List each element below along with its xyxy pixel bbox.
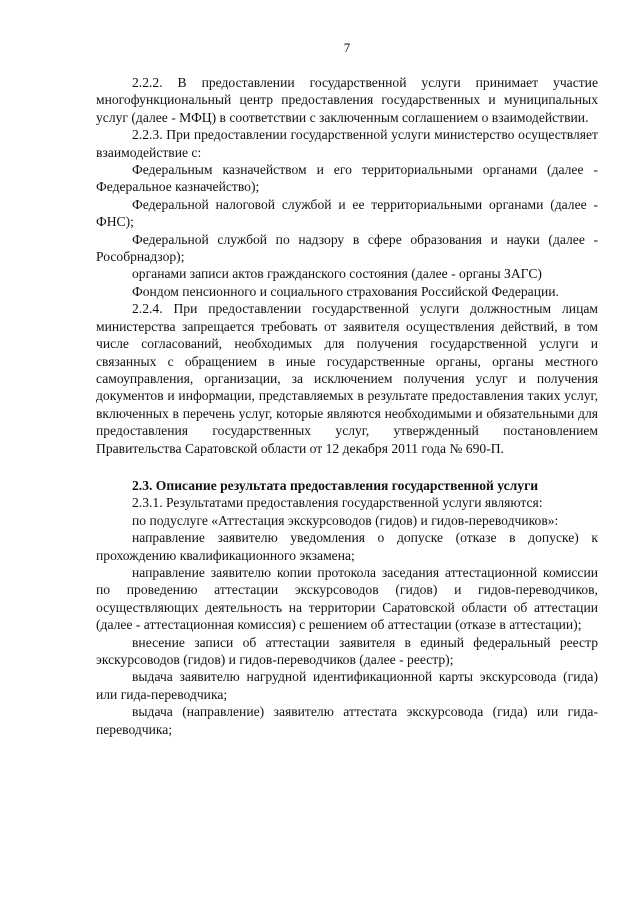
paragraph-registry-entry: внесение записи об аттестации заявителя в единый федеральный реестр экскурсоводов (гидов) и гидов-переводчиков (далее - реестр);: [96, 634, 598, 667]
paragraph-protocol-copy: направление заявителю копии протокола заседания аттестационной комиссии по проведению аттестации экскурсоводов (гидов) и гидов-переводчиков, осуществляющих деятельность на территории Саратовской области об аттестации (далее - аттестационная комиссия) с решением об аттестации (отказе в аттестации);: [96, 564, 598, 633]
paragraph-rosobrnadzor: Федеральной службой по надзору в сфере образования и науки (далее - Рособрнадзор);: [96, 231, 598, 265]
paragraph-admission-notice: направление заявителю уведомления о допуске (отказе в допуске) к прохождению квалификационного экзамена;: [96, 530, 598, 563]
paragraph-id-card: выдача заявителю нагрудной идентификационной карты экскурсовода (гида) или гида-переводчика;: [96, 669, 598, 702]
paragraph-treasury: Федеральным казначейством и его территориальными органами (далее - Федеральное казначейство);: [96, 162, 598, 195]
section-heading-2-3: 2.3. Описание результата предоставления государственной услуги: [132, 477, 539, 493]
paragraph-pension-fund: Фондом пенсионного и социального страхования Российской Федерации.: [132, 283, 559, 299]
paragraph-subservice: по подуслуге «Аттестация экскурсоводов (гидов) и гидов-переводчиков»:: [132, 512, 559, 528]
paragraph-2-2-3: 2.2.3. При предоставлении государственной услуги министерство осуществляет взаимодействие с:: [96, 127, 598, 160]
paragraph-certificate: выдача (направление) заявителю аттестата экскурсовода (гида) или гида-переводчика;: [96, 704, 598, 737]
paragraph-tax-service: Федеральной налоговой службой и ее территориальными органами (далее - ФНС);: [96, 196, 598, 230]
paragraph-zags: органами записи актов гражданского состояния (далее - органы ЗАГС): [132, 266, 542, 282]
paragraph-2-3-1: 2.3.1. Результатами предоставления государственной услуги являются:: [132, 495, 543, 511]
page-number: 7: [343, 40, 351, 55]
paragraph-2-2-4: 2.2.4. При предоставлении государственной услуги должностным лицам министерства запрещается требовать от заявителя осуществления действий, в том числе согласований, необходимых для получения государственной услуги и связанных с обращением в иные государственные органы, органы местного самоуправления, организации, за исключением получения услуг и получения документов и информации, представляемых в результате предоставления таких услуг, включенных в перечень услуг, которые являются необходимыми и обязательными для предоставления государственных услуг, утвержденный постановлением Правительства Саратовской области от 12 декабря 2011 года № 690-П.: [96, 301, 598, 456]
paragraph-2-2-2: 2.2.2. В предоставлении государственной услуги принимает участие многофункциональный центр предоставления государственных и муниципальных услуг (далее - МФЦ) в соответствии с заключенным соглашением о взаимодействии.: [96, 75, 598, 125]
